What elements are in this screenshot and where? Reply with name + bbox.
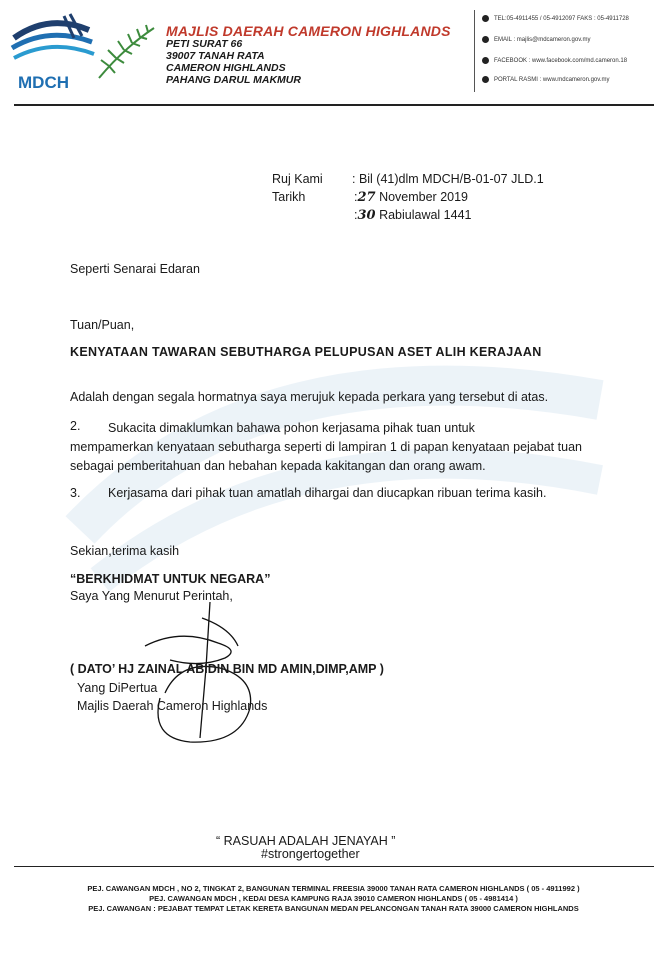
handwritten-hijri-day: 30 xyxy=(357,208,376,223)
branch-address-2: PEJ. CAWANGAN MDCH , KEDAI DESA KAMPUNG RAJA 39010 CAMERON HIGHLANDS ( 05 - 4981414 ) xyxy=(149,894,518,903)
address-line-3: CAMERON HIGHLANDS xyxy=(166,62,286,74)
closing-sekian: Sekian,terima kasih xyxy=(70,544,180,558)
contact-phone: TEL:05-4911455 / 05-4912097 FAKS : 05-4911728 xyxy=(482,15,629,22)
branch-address-3: PEJ. CAWANGAN : PEJABAT TEMPAT LETAK KERETA BANGUNAN MEDAN PELANCONGAN TANAH RATA 39000 CAMERON HIGHLANDS xyxy=(88,904,579,913)
org-name: MAJLIS DAERAH CAMERON HIGHLANDS xyxy=(166,23,451,39)
ruj-value: : Bil (41)dlm MDCH/B-01-07 JLD.1 xyxy=(352,172,544,186)
contact-portal: PORTAL RASMI : www.mdcameron.gov.my xyxy=(482,76,609,83)
paragraph-2-rest: mempamerkan kenyataan sebutharga seperti di lampiran 1 di papan kenyataan pejabat tuan sebagai pemberitahuan dan hebahan kepada kakitangan dan orang awam. xyxy=(70,440,582,473)
header-rule xyxy=(14,104,654,106)
signatory-name: ( DATO’ HJ ZAINAL ABIDIN BIN MD AMIN,DIMP,AMP ) xyxy=(70,662,384,676)
paragraph-1: Adalah dengan segala hormatnya saya merujuk kepada perkara yang tersebut di atas. xyxy=(70,390,549,404)
recipient: Seperti Senarai Edaran xyxy=(70,262,200,276)
branch-address-1: PEJ. CAWANGAN MDCH , NO 2, TINGKAT 2, BANGUNAN TERMINAL FREESIA 39000 TANAH RATA CAMERON HIGHLANDS ( 05 - 4911992 ) xyxy=(87,884,580,893)
contact-divider xyxy=(474,10,475,92)
tarikh-label: Tarikh xyxy=(272,190,306,204)
contact-email: EMAIL : majlis@mdcameron.gov.my xyxy=(482,36,590,43)
paragraph-2-number: 2. xyxy=(70,419,81,433)
address-line-2: 39007 TANAH RATA xyxy=(166,50,265,62)
logo-wordmark: MDCH xyxy=(18,73,69,92)
footer-rule xyxy=(14,866,654,867)
date-line-2: :30 Rabiulawal 1441 xyxy=(354,208,472,223)
rasuah-slogan: “ RASUAH ADALAH JENAYAH ” xyxy=(216,834,396,848)
subject-heading: KENYATAAN TAWARAN SEBUTHARGA PELUPUSAN ASET ALIH KERAJAAN xyxy=(70,345,542,359)
paragraph-2-first-line: Sukacita dimaklumkan bahawa pohon kerjasama pihak tuan untuk xyxy=(108,421,475,435)
signatory-title: Yang DiPertua xyxy=(77,681,158,695)
closing-motto: “BERKHIDMAT UNTUK NEGARA” xyxy=(70,572,271,586)
handwritten-day: 27 xyxy=(357,190,376,205)
email-icon xyxy=(482,36,489,43)
facebook-icon xyxy=(482,57,489,64)
paragraph-3-number: 3. xyxy=(70,486,81,500)
globe-icon xyxy=(482,76,489,83)
signatory-org: Majlis Daerah Cameron Highlands xyxy=(77,699,268,713)
paragraph-3: Kerjasama dari pihak tuan amatlah dihargai dan diucapkan ribuan terima kasih. xyxy=(108,486,547,500)
date-line-1: :27 November 2019 xyxy=(354,190,469,205)
closing-saya: Saya Yang Menurut Perintah, xyxy=(70,589,233,603)
ruj-label: Ruj Kami xyxy=(272,172,323,186)
hashtag: #strongertogether xyxy=(261,847,360,861)
mdch-logo xyxy=(4,8,164,93)
address-line-1: PETI SURAT 66 xyxy=(166,38,243,50)
phone-icon xyxy=(482,15,489,22)
contact-facebook: FACEBOOK : www.facebook.com/md.cameron.18 xyxy=(482,57,627,64)
address-line-4: PAHANG DARUL MAKMUR xyxy=(166,74,301,86)
salutation: Tuan/Puan, xyxy=(70,318,135,332)
